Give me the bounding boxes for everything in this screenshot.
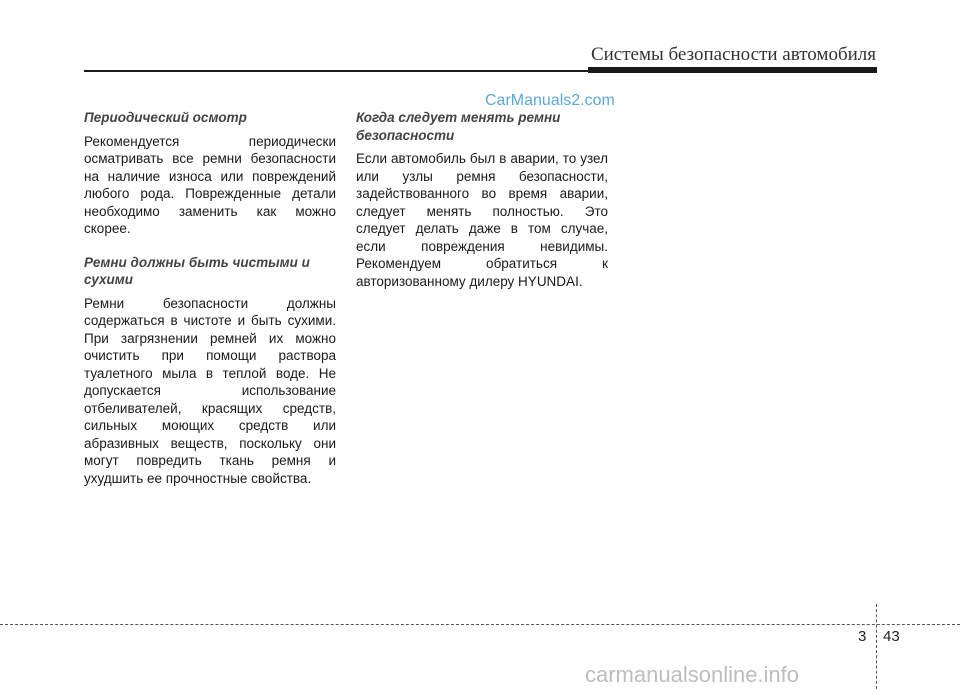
- section-heading: Периодический осмотр: [84, 110, 247, 125]
- header-rule-thick: [588, 67, 877, 73]
- section-body: Рекомендуется периодически осматривать все ремни безопасности на наличие износа или повреждений любого рода. Поврежденные детали необходимо заменить как можно скорее.: [84, 133, 336, 236]
- footer-divider: [0, 624, 960, 625]
- watermark-top: CarManuals2.com: [485, 92, 615, 109]
- section-heading: Ремни должны быть чистыми и сухими: [84, 254, 310, 287]
- page-number: 43: [883, 628, 900, 645]
- right-column: [356, 109, 608, 306]
- chapter-number: 3: [858, 628, 867, 645]
- section-body: Ремни безопасности должны содержаться в чистоте и быть сухими. При загрязнении ремней их можно очистить при помощи раствора туалетного мыла в теплой воде. Не допускается использование отбеливателей, красящих средств, сильных моющих средств или абразивных веществ, поскольку они могут повредить ткань ремня и ухудшить ее прочностные свойства.: [84, 295, 336, 486]
- page-number-divider: [876, 604, 877, 689]
- section-heading: Когда следует менять ремни безопасности: [356, 110, 561, 143]
- watermark-bottom: carmanualsonline.info: [585, 662, 800, 687]
- section-body: Если автомобиль был в аварии, то узел или узлы ремня безопасности, задействованного во время аварии, следует менять полностью. Это следует делать даже в том случае, если повреждения невидимы. Рекомендуем обратиться к авторизованному дилеру HYUNDAI.: [356, 151, 608, 289]
- header-rule: [84, 70, 588, 72]
- left-column: [84, 109, 336, 503]
- section-title: Системы безопасности автомобиля: [590, 44, 876, 65]
